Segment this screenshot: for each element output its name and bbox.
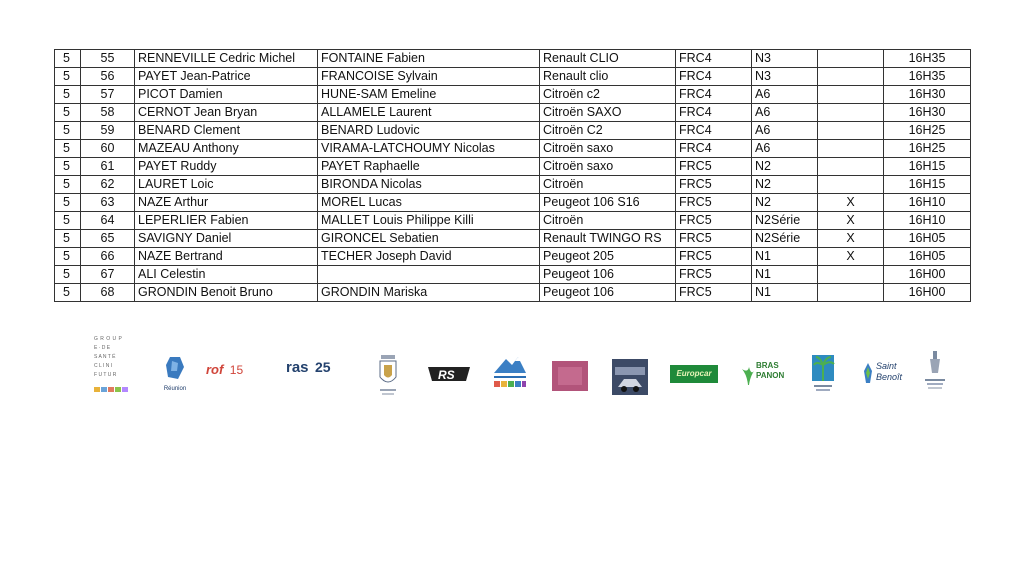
cell-driver: PAYET Jean-Patrice xyxy=(135,68,318,86)
table-row xyxy=(55,266,971,284)
cell-car: Peugeot 205 xyxy=(540,248,676,266)
cell-category: A6 xyxy=(752,140,818,158)
cell-number: 60 xyxy=(81,140,135,158)
cell-time: 16H30 xyxy=(884,104,971,122)
cell-driver: GRONDIN Benoit Bruno xyxy=(135,284,318,302)
cell-car: Citroën saxo xyxy=(540,158,676,176)
cell-codriver: FRANCOISE Sylvain xyxy=(318,68,540,86)
cell-car: Renault CLIO xyxy=(540,50,676,68)
cell-time: 16H35 xyxy=(884,50,971,68)
mountain-icon xyxy=(490,351,530,391)
cell-group: 5 xyxy=(55,266,81,284)
table-row xyxy=(55,140,971,158)
cell-group: 5 xyxy=(55,176,81,194)
cell-group: 5 xyxy=(55,158,81,176)
saint-benoit-line-2: Benoît xyxy=(876,372,903,382)
cell-category: N2Série xyxy=(752,212,818,230)
table-row xyxy=(55,194,971,212)
cell-category: N2Série xyxy=(752,230,818,248)
cell-category: N3 xyxy=(752,68,818,86)
region-reunion-label: Réunion xyxy=(163,386,187,392)
europcar-logo xyxy=(670,365,718,383)
cell-group: 5 xyxy=(55,194,81,212)
group-sante-line-4: C L I N I xyxy=(94,363,113,369)
cell-mark xyxy=(818,176,884,194)
group-sante-line-3: S A N T É xyxy=(94,354,116,360)
cell-number: 65 xyxy=(81,230,135,248)
cell-car: Citroën saxo xyxy=(540,140,676,158)
cell-driver: LEPERLIER Fabien xyxy=(135,212,318,230)
garage-logo xyxy=(612,359,648,395)
table-row xyxy=(55,230,971,248)
europcar-label: Europcar xyxy=(676,369,712,378)
cell-time: 16H00 xyxy=(884,266,971,284)
group-sante-line-5: F U T U R xyxy=(94,372,117,378)
cell-group: 5 xyxy=(55,140,81,158)
table-row xyxy=(55,248,971,266)
cell-class: FRC5 xyxy=(676,176,752,194)
cell-class: FRC4 xyxy=(676,122,752,140)
garage-badge-icon xyxy=(612,359,648,395)
cell-driver: MAZEAU Anthony xyxy=(135,140,318,158)
bras-panon-logo xyxy=(740,357,788,393)
cell-car: Renault clio xyxy=(540,68,676,86)
cell-codriver: ALLAMELE Laurent xyxy=(318,104,540,122)
cell-time: 16H25 xyxy=(884,122,971,140)
group-sante-line-2: E · D E xyxy=(94,345,111,351)
rs-badge-icon xyxy=(426,363,472,385)
cell-class: FRC5 xyxy=(676,212,752,230)
table-row xyxy=(55,212,971,230)
cell-driver: NAZE Arthur xyxy=(135,194,318,212)
cell-category: N1 xyxy=(752,248,818,266)
cell-category: N1 xyxy=(752,266,818,284)
rdf-label: rof xyxy=(206,362,224,377)
cell-group: 5 xyxy=(55,68,81,86)
pink-square-icon xyxy=(552,361,588,391)
cell-number: 62 xyxy=(81,176,135,194)
cell-time: 16H15 xyxy=(884,158,971,176)
entry-list-body xyxy=(55,50,971,302)
cell-codriver: FONTAINE Fabien xyxy=(318,50,540,68)
cell-number: 63 xyxy=(81,194,135,212)
cell-number: 66 xyxy=(81,248,135,266)
cell-codriver: MALLET Louis Philippe Killi xyxy=(318,212,540,230)
cell-mark xyxy=(818,158,884,176)
cell-codriver: BENARD Ludovic xyxy=(318,122,540,140)
tower-icon xyxy=(922,349,948,395)
cell-group: 5 xyxy=(55,50,81,68)
cell-group: 5 xyxy=(55,230,81,248)
ras-label: ras xyxy=(286,359,309,376)
cell-time: 16H00 xyxy=(884,284,971,302)
cell-driver: RENNEVILLE Cedric Michel xyxy=(135,50,318,68)
cell-category: N3 xyxy=(752,50,818,68)
rdf-number: 15 xyxy=(229,363,244,377)
bras-panon-line-2: PANON xyxy=(756,371,785,380)
cell-number: 67 xyxy=(81,266,135,284)
palm-icon xyxy=(810,351,838,395)
ras-logo xyxy=(286,359,356,387)
cell-mark xyxy=(818,266,884,284)
cell-car: Citroën SAXO xyxy=(540,104,676,122)
cell-category: A6 xyxy=(752,122,818,140)
cell-number: 59 xyxy=(81,122,135,140)
cell-car: Citroën C2 xyxy=(540,122,676,140)
cell-class: FRC5 xyxy=(676,230,752,248)
cell-mark xyxy=(818,68,884,86)
cell-codriver: GRONDIN Mariska xyxy=(318,284,540,302)
table-row xyxy=(55,50,971,68)
cell-mark xyxy=(818,86,884,104)
cell-class: FRC4 xyxy=(676,140,752,158)
cell-category: N2 xyxy=(752,158,818,176)
cell-number: 58 xyxy=(81,104,135,122)
cell-car: Peugeot 106 xyxy=(540,266,676,284)
cell-group: 5 xyxy=(55,212,81,230)
cell-time: 16H15 xyxy=(884,176,971,194)
bras-panon-line-1: BRAS xyxy=(756,361,779,370)
cell-mark xyxy=(818,104,884,122)
cell-mark xyxy=(818,122,884,140)
cell-number: 68 xyxy=(81,284,135,302)
region-reunion-logo xyxy=(160,355,190,395)
entry-list-table xyxy=(54,49,971,302)
cell-time: 16H05 xyxy=(884,230,971,248)
cell-driver: LAURET Loic xyxy=(135,176,318,194)
palm-logo xyxy=(810,351,838,395)
cell-class: FRC5 xyxy=(676,284,752,302)
cell-time: 16H10 xyxy=(884,194,971,212)
cell-mark: X xyxy=(818,194,884,212)
cell-class: FRC5 xyxy=(676,194,752,212)
cell-group: 5 xyxy=(55,284,81,302)
cell-group: 5 xyxy=(55,104,81,122)
cell-codriver: MOREL Lucas xyxy=(318,194,540,212)
cell-driver: PAYET Ruddy xyxy=(135,158,318,176)
cell-class: FRC5 xyxy=(676,158,752,176)
cell-codriver: HUNE-SAM Emeline xyxy=(318,86,540,104)
rdf-logo xyxy=(206,361,268,387)
cell-number: 64 xyxy=(81,212,135,230)
sponsor-logos xyxy=(88,335,958,405)
table-row xyxy=(55,104,971,122)
cell-driver: NAZE Bertrand xyxy=(135,248,318,266)
cell-class: FRC5 xyxy=(676,266,752,284)
cell-driver: ALI Celestin xyxy=(135,266,318,284)
cell-class: FRC5 xyxy=(676,248,752,266)
cell-category: A6 xyxy=(752,86,818,104)
cell-class: FRC4 xyxy=(676,104,752,122)
cell-category: N2 xyxy=(752,176,818,194)
cell-category: A6 xyxy=(752,104,818,122)
cell-mark: X xyxy=(818,212,884,230)
table-row xyxy=(55,68,971,86)
cell-mark: X xyxy=(818,248,884,266)
cell-codriver: PAYET Raphaelle xyxy=(318,158,540,176)
cell-time: 16H10 xyxy=(884,212,971,230)
cell-time: 16H05 xyxy=(884,248,971,266)
cell-class: FRC4 xyxy=(676,50,752,68)
cell-number: 56 xyxy=(81,68,135,86)
color-bar-icon xyxy=(94,387,130,393)
cell-driver: PICOT Damien xyxy=(135,86,318,104)
cell-driver: BENARD Clement xyxy=(135,122,318,140)
cell-group: 5 xyxy=(55,86,81,104)
rs-label: RS xyxy=(438,368,455,382)
cell-number: 55 xyxy=(81,50,135,68)
cell-group: 5 xyxy=(55,122,81,140)
cell-codriver: BIRONDA Nicolas xyxy=(318,176,540,194)
cell-time: 16H25 xyxy=(884,140,971,158)
mountain-logo xyxy=(490,351,530,391)
group-sante-line-1: G R O U P xyxy=(94,336,123,342)
cell-codriver: VIRAMA-LATCHOUMY Nicolas xyxy=(318,140,540,158)
cell-car: Peugeot 106 xyxy=(540,284,676,302)
cell-mark xyxy=(818,284,884,302)
rs-logo xyxy=(426,363,472,385)
cell-time: 16H30 xyxy=(884,86,971,104)
cell-codriver: GIRONCEL Sebatien xyxy=(318,230,540,248)
cell-car: Renault TWINGO RS xyxy=(540,230,676,248)
municipal-crest-logo xyxy=(376,353,400,397)
cell-time: 16H35 xyxy=(884,68,971,86)
cell-car: Citroën xyxy=(540,176,676,194)
ras-number: 25 xyxy=(314,359,331,375)
table-row xyxy=(55,86,971,104)
pink-square-logo xyxy=(552,361,588,391)
tower-logo xyxy=(922,349,948,395)
cell-group: 5 xyxy=(55,248,81,266)
cell-mark: X xyxy=(818,230,884,248)
cell-codriver: TECHER Joseph David xyxy=(318,248,540,266)
table-row xyxy=(55,158,971,176)
cell-number: 57 xyxy=(81,86,135,104)
table-row xyxy=(55,176,971,194)
cell-car: Citroën xyxy=(540,212,676,230)
table-row xyxy=(55,122,971,140)
crest-icon xyxy=(376,353,400,397)
cell-mark xyxy=(818,50,884,68)
cell-class: FRC4 xyxy=(676,68,752,86)
saint-benoit-logo xyxy=(862,359,904,389)
table-row xyxy=(55,284,971,302)
cell-codriver xyxy=(318,266,540,284)
cell-class: FRC4 xyxy=(676,86,752,104)
palm-leaf-icon xyxy=(740,365,756,385)
group-sante-logo xyxy=(94,335,134,401)
cell-driver: SAVIGNY Daniel xyxy=(135,230,318,248)
cell-driver: CERNOT Jean Bryan xyxy=(135,104,318,122)
saint-benoit-emblem-icon xyxy=(862,361,874,385)
cell-category: N1 xyxy=(752,284,818,302)
saint-benoit-line-1: Saint xyxy=(876,361,897,371)
cell-car: Citroën c2 xyxy=(540,86,676,104)
cell-number: 61 xyxy=(81,158,135,176)
cell-category: N2 xyxy=(752,194,818,212)
cell-car: Peugeot 106 S16 xyxy=(540,194,676,212)
cell-mark xyxy=(818,140,884,158)
region-emblem-icon xyxy=(160,355,190,381)
